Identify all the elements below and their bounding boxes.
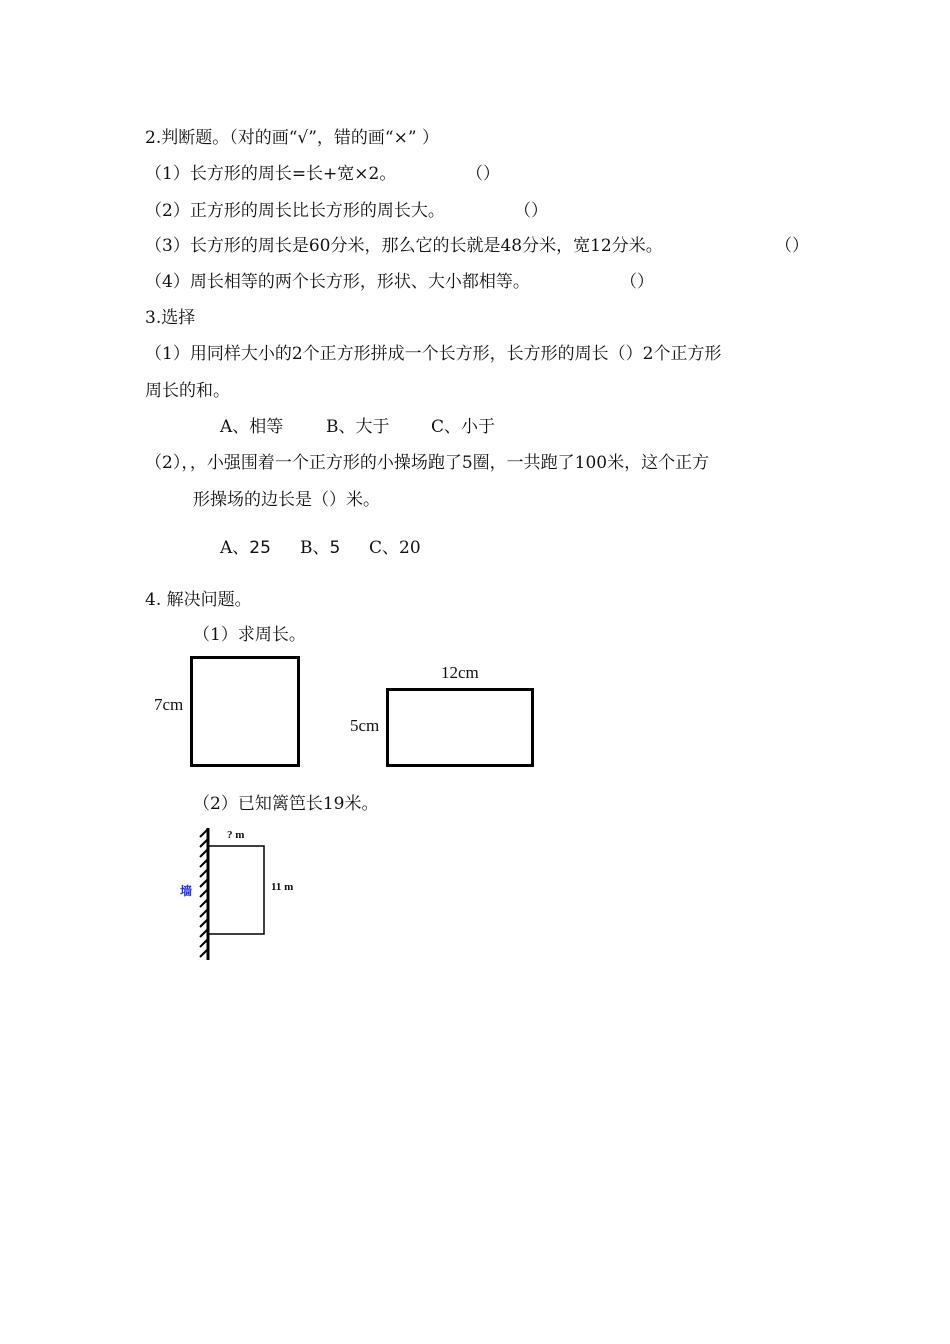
rectangle-figure: [386, 688, 534, 767]
q3-item-2-line1: （2），，小强围着一个正方形的小操场跑了5圈，一共跑了100米，这个正方: [145, 453, 710, 473]
q2-item-2: （2）正方形的周长比长方形的周长大。: [145, 201, 445, 221]
fence-wall-diagram: [190, 825, 300, 965]
q3-item-1-line2: 周长的和。: [145, 381, 230, 401]
q2-item-2-blank: （）: [514, 201, 548, 221]
fence-top-label: ? m: [227, 829, 245, 841]
q3-item-2-option-c: [369, 537, 421, 559]
q3-item-1-option-c: C、小于: [431, 417, 496, 437]
square-figure: [190, 656, 300, 767]
q4-sub2-title: （2）已知篱笆长19米。: [193, 794, 379, 814]
option-b-value: 5: [329, 538, 341, 558]
option-a-value: 25: [249, 538, 271, 558]
option-c-value: 20: [399, 538, 421, 558]
q3-item-1-option-b: B、大于: [326, 417, 390, 437]
rectangle-top-label: 12cm: [441, 663, 479, 682]
q4-title: 4. 解决问题。: [145, 590, 252, 610]
wall-label: 墙: [180, 884, 193, 898]
q4-sub1-title: （1）求周长。: [193, 625, 306, 645]
q2-item-3-blank: （）: [775, 236, 809, 256]
fence-outline: [208, 846, 264, 934]
q3-item-2-line2: 形操场的边长是（）米。: [193, 490, 380, 510]
q2-item-4-blank: （）: [620, 272, 654, 292]
q3-item-2-option-b: [300, 537, 340, 559]
q2-item-1: （1）长方形的周长=长+宽×2。: [145, 164, 397, 184]
q3-item-2-option-a: [220, 537, 271, 559]
q3-title: 3.选择: [145, 308, 196, 328]
q2-title: 2.判断题。（对的画“√”，错的画“×” ）: [145, 128, 439, 148]
q2-item-3: （3）长方形的周长是60分米，那么它的长就是48分米，宽12分米。: [145, 236, 663, 256]
square-side-label: 7cm: [154, 695, 184, 714]
q3-item-1-option-a: A、相等: [220, 417, 284, 437]
option-c-prefix: C、: [369, 538, 400, 558]
option-a-prefix: A、: [220, 538, 250, 558]
q2-item-1-blank: （）: [466, 164, 500, 184]
fence-side-label: 11 m: [271, 881, 294, 893]
q2-item-4: （4）周长相等的两个长方形，形状、大小都相等。: [145, 272, 530, 292]
rectangle-side-label: 5cm: [350, 716, 380, 735]
option-b-prefix: B、: [300, 538, 330, 558]
q3-item-1-line1: （1）用同样大小的2个正方形拼成一个长方形，长方形的周长（）2个正方形: [145, 344, 722, 364]
